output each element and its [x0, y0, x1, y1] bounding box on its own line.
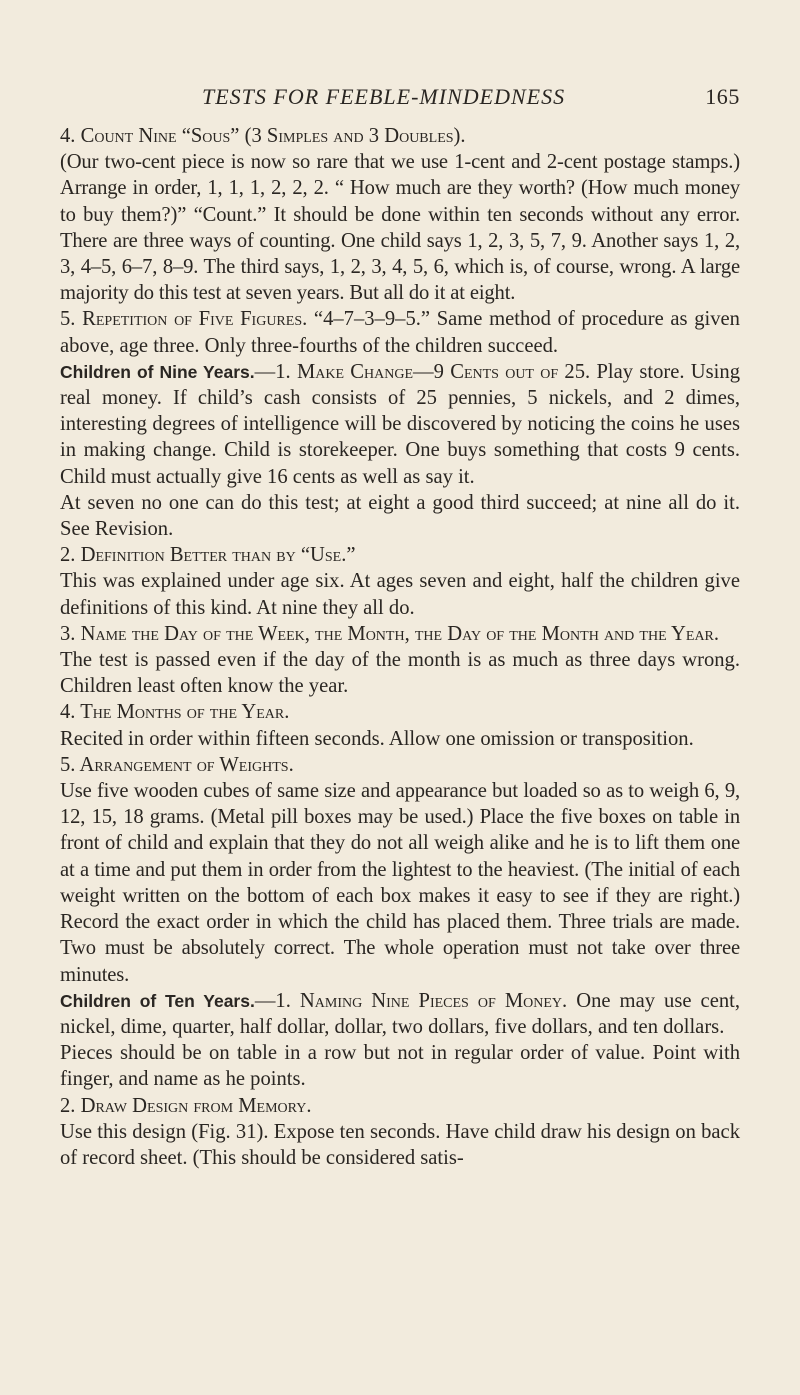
paragraph: [60, 1040, 740, 1092]
paragraph-text: This was explained under age six. At ages seven and eight, half the children give definitions of this kind. At nine they all do.: [60, 570, 740, 619]
running-title: TESTS FOR FEEBLE-MINDEDNESS: [202, 84, 566, 109]
paragraph-text: Use five wooden cubes of same size and appearance but loaded so as to weigh 6, 9, 12, 15, 18 grams. (Metal pill boxes may be used.) Place the five boxes on table in front of child and explain that they do not all weigh alike and he is to lift them one at a time and put them in order from the lightest to the heaviest. (The initial of each weight written on the bottom of each box makes it easy to see if they are right.) Record the exact order in which the child has placed them. Three trials are made. Two must be absolutely correct. The whole operation must not take over three minutes.: [60, 780, 740, 986]
paragraph: [60, 542, 740, 568]
item-heading: 3. Name the Day of the Week, the Month, the Day of the Month and the Year.: [60, 622, 720, 645]
paragraph: [60, 568, 740, 620]
item-heading: —1. Naming Nine Pieces of Money.: [254, 989, 568, 1012]
paragraph-text: Recited in order within fifteen seconds. Allow one omission or transposition.: [60, 727, 694, 750]
paragraph-text: (Our two-cent piece is now so rare that we use 1-cent and 2-cent postage stamps.) Arrange in order, 1, 1, 1, 2, 2, 2. “ How much are they worth? (How much money to buy them?)” “Count.” It should be done within ten seconds without any error. There are three ways of counting. One child says 1, 2, 3, 5, 7, 9. Another says 1, 2, 3, 4–5, 6–7, 8–9. The third says, 1, 2, 3, 4, 5, 6, which is, of course, wrong. A large majority do this test at seven years. But all do it at eight.: [60, 151, 740, 305]
paragraph-text: Use this design (Fig. 31). Expose ten seconds. Have child draw his design on back of record sheet. (This should be considered satis-: [60, 1120, 740, 1169]
paragraph: [60, 1119, 740, 1171]
item-heading: 2. Draw Design from Memory.: [60, 1094, 312, 1117]
item-heading: 4. Count Nine “Sous” (3 Simples and 3 Doubles).: [60, 125, 466, 147]
paragraph-text: One may use cent, nickel, dime, quarter, half dollar, dollar, two dollars, five dollars, and ten dollars.: [60, 989, 740, 1038]
paragraph-text: Pieces should be on table in a row but not in regular order of value. Point with finger, and name as he points.: [60, 1042, 740, 1091]
paragraph: [60, 621, 740, 647]
item-heading: 4. The Months of the Year.: [60, 701, 290, 724]
paragraph: [60, 778, 740, 988]
age-section-heading: Children of Nine Years.: [60, 361, 255, 382]
paragraph-text: Play store. Using real money. If child’s cash consists of 25 pennies, 5 nickels, and 2 dimes, interesting degrees of intelligence will be discovered by noticing the coins he uses in making change. Child is storekeeper. One buys something that costs 9 cents. Child must actually give 16 cents as well as say it.: [60, 360, 740, 488]
paragraph: [60, 988, 740, 1040]
paragraph: [60, 1093, 740, 1119]
paragraph-text: The test is passed even if the day of the month is as much as three days wrong. Children least often know the year.: [60, 649, 740, 698]
paragraph: [60, 726, 740, 752]
paragraph: [60, 123, 740, 149]
paragraph: [60, 149, 740, 306]
age-section-heading: Children of Ten Years.: [60, 990, 255, 1011]
item-heading: 2. Definition Better than by “Use.”: [60, 544, 356, 567]
page-number: 165: [705, 84, 740, 109]
paragraph: [60, 359, 740, 490]
item-heading: —1. Make Change—9 Cents out of 25.: [254, 360, 591, 383]
paragraph: [60, 306, 740, 358]
paragraph-text: At seven no one can do this test; at eight a good third succeed; at nine all do it. See Revision.: [60, 491, 740, 541]
running-head: [60, 84, 740, 114]
paragraph: [60, 699, 740, 725]
paragraph-text: “4–7–3–9–5.” Same method of procedure as given above, age three. Only three-fourths of the children succeed.: [60, 308, 740, 357]
paragraph: [60, 490, 740, 542]
paragraph: [60, 752, 740, 778]
paragraph: [60, 647, 740, 699]
body-text: [60, 123, 740, 1171]
item-heading: 5. Repetition of Five Figures.: [60, 308, 308, 331]
item-heading: 5. Arrangement of Weights.: [60, 753, 294, 776]
